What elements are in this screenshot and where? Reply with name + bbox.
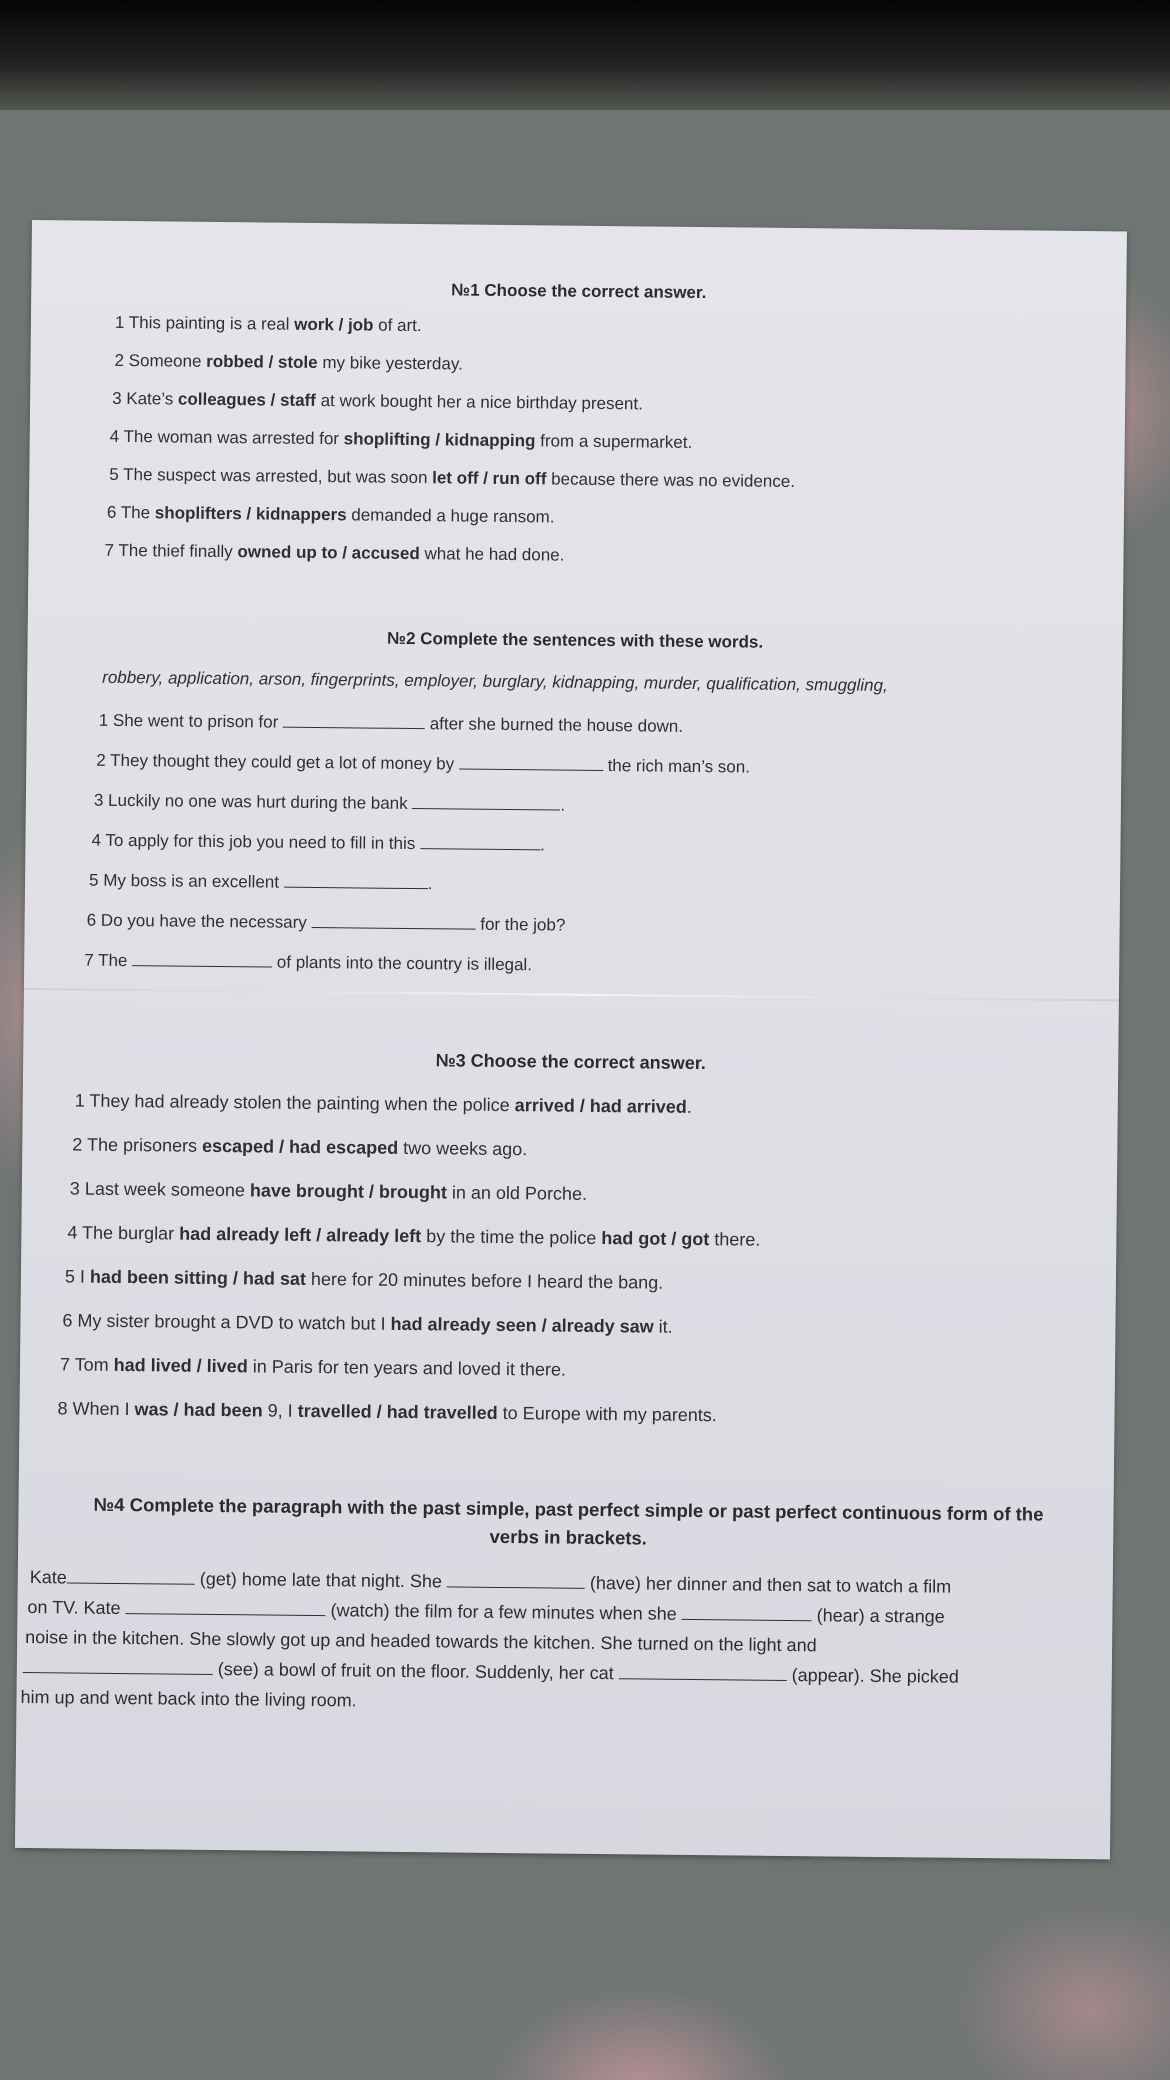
answer-blank[interactable] [132, 951, 272, 967]
answer-blank[interactable] [682, 1605, 812, 1621]
answer-blank[interactable] [284, 873, 428, 890]
s2-item-7: 7 The of plants into the country is illegal. [84, 950, 533, 975]
answer-blank[interactable] [619, 1664, 787, 1681]
answer-blank[interactable] [67, 1568, 195, 1584]
s2-item-1: 1 She went to prison for after she burned the house down. [98, 710, 684, 736]
section-1-title: №1 Choose the correct answer. [451, 280, 707, 303]
s4-line-4: (see) a bowl of fruit on the floor. Suddenly, her cat (appear). She picked [23, 1656, 959, 1688]
photo-background-top [0, 0, 1170, 110]
s1-item-1: 1 This painting is a real work / job of art. [114, 312, 422, 336]
word-bank: robbery, application, arson, fingerprints, employer, burglary, kidnapping, murder, qualification, smuggling, [102, 667, 888, 695]
s4-line-1: Kate (get) home late that night. She (have) her dinner and then sat to watch a film [29, 1567, 952, 1597]
s2-item-5: 5 My boss is an excellent . [88, 870, 433, 894]
answer-blank[interactable] [420, 834, 540, 850]
answer-blank[interactable] [447, 1572, 585, 1588]
s2-item-4: 4 To apply for this job you need to fill in this . [91, 830, 545, 855]
s4-line-5: him up and went back into the living room. [20, 1686, 357, 1711]
s3-item-7: 7 Tom had lived / lived in Paris for ten years and loved it there. [59, 1354, 567, 1380]
s2-item-6: 6 Do you have the necessary for the job? [86, 910, 566, 935]
worksheet-page [15, 220, 1127, 1859]
answer-blank[interactable] [23, 1658, 213, 1675]
s3-item-5: 5 I had been sitting / had sat here for 20 minutes before I heard the bang. [64, 1266, 664, 1293]
s3-item-1: 1 They had already stolen the painting when the police arrived / had arrived. [74, 1090, 692, 1117]
s3-item-6: 6 My sister brought a DVD to watch but I had already seen / already saw it. [62, 1310, 673, 1337]
section-3-title: №3 Choose the correct answer. [435, 1050, 706, 1074]
paper-fold [24, 988, 1119, 1001]
answer-blank[interactable] [125, 1599, 325, 1616]
answer-blank[interactable] [459, 755, 603, 772]
s1-item-7: 7 The thief finally owned up to / accused what he had done. [104, 540, 565, 565]
s3-item-4: 4 The burglar had already left / already left by the time the police had got / got there. [67, 1222, 761, 1250]
s3-item-8: 8 When I was / had been 9, I travelled / had travelled to Europe with my parents. [57, 1398, 717, 1426]
s1-item-4: 4 The woman was arrested for shoplifting / kidnapping from a supermarket. [109, 426, 693, 452]
s3-item-3: 3 Last week someone have brought / brought in an old Porche. [69, 1178, 588, 1204]
s1-item-2: 2 Someone robbed / stole my bike yesterday. [114, 350, 463, 374]
s2-item-2: 2 They thought they could get a lot of money by the rich man’s son. [96, 750, 751, 777]
answer-blank[interactable] [412, 794, 560, 811]
answer-blank[interactable] [312, 913, 476, 930]
s1-item-3: 3 Kate’s colleagues / staff at work bought her a nice birthday present. [112, 388, 643, 414]
s1-item-5: 5 The suspect was arrested, but was soon let off / run off because there was no evidence. [109, 464, 796, 492]
s4-line-2: on TV. Kate (watch) the film for a few minutes when she (hear) a strange [27, 1597, 945, 1627]
s3-item-2: 2 The prisoners escaped / had escaped two weeks ago. [72, 1134, 528, 1160]
s2-item-3: 3 Luckily no one was hurt during the bank . [93, 790, 566, 815]
s1-item-6: 6 The shoplifters / kidnappers demanded a huge ransom. [106, 502, 555, 527]
s4-line-3: noise in the kitchen. She slowly got up and headed towards the kitchen. She turned on the light and [25, 1627, 817, 1656]
section-4-title: №4 Complete the paragraph with the past simple, past perfect simple or past perfect continuous form of the verbs in brackets. [93, 1493, 1044, 1549]
answer-blank[interactable] [283, 713, 425, 729]
section-2-title: №2 Complete the sentences with these words. [387, 628, 764, 652]
